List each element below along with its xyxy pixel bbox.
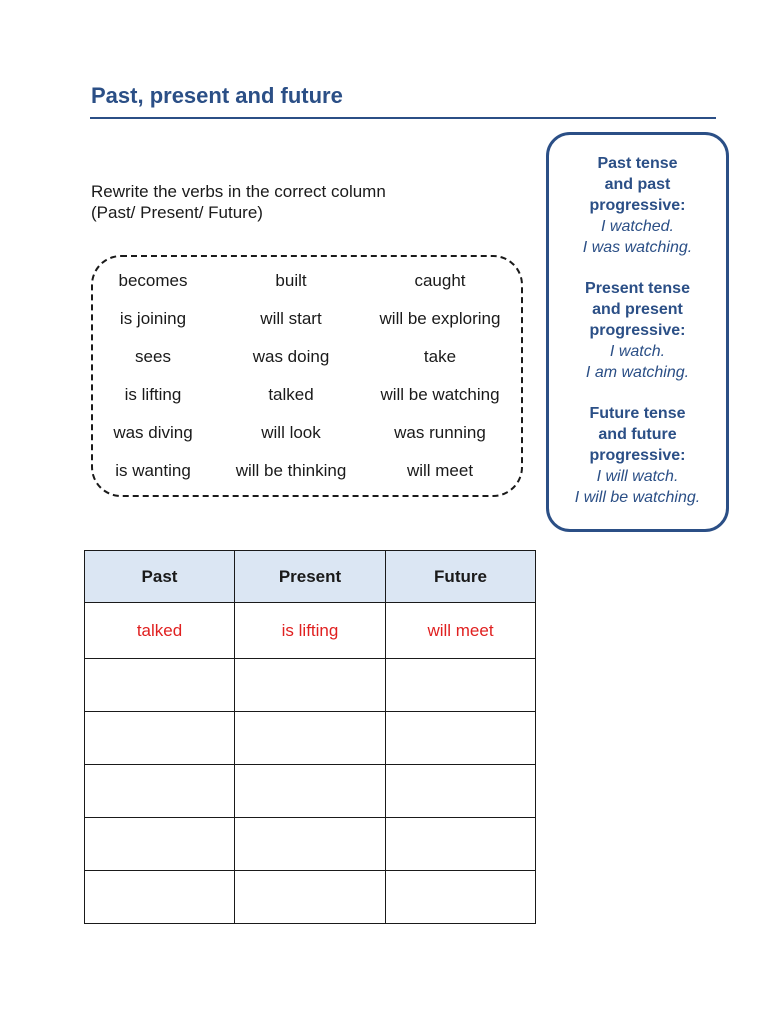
answer-cell[interactable]: [235, 659, 386, 712]
note-heading-line: progressive:: [589, 197, 686, 214]
note-heading-line: progressive:: [589, 447, 686, 464]
word-bank-item: will be exploring: [379, 309, 501, 328]
word-bank-item: is joining: [119, 309, 187, 328]
answer-cell[interactable]: [386, 818, 536, 871]
table-row: [85, 712, 536, 765]
note-heading-line: and past: [604, 176, 671, 193]
answer-cell[interactable]: [85, 712, 235, 765]
future-tense-note: [549, 403, 726, 508]
answer-cell[interactable]: [85, 871, 235, 924]
instructions-line-1: Rewrite the verbs in the correct column: [91, 182, 386, 201]
word-bank-item: sees: [135, 347, 171, 366]
note-example: I will be watching.: [574, 489, 701, 506]
note-example: I was watching.: [582, 239, 693, 256]
word-bank-item: was diving: [113, 423, 193, 442]
answer-cell[interactable]: [85, 659, 235, 712]
word-bank-item: take: [423, 347, 457, 366]
tense-reference-box: [546, 132, 729, 532]
answer-cell[interactable]: [386, 765, 536, 818]
word-bank-item: caught: [414, 271, 466, 290]
word-bank-item: talked: [268, 385, 314, 404]
answer-cell[interactable]: [235, 871, 386, 924]
instructions-line-2: (Past/ Present/ Future): [91, 203, 263, 222]
note-example: I am watching.: [585, 364, 690, 381]
answer-cell[interactable]: [85, 765, 235, 818]
note-example: I will watch.: [596, 468, 679, 485]
present-tense-note: [549, 278, 726, 383]
example-answer-future: will meet: [386, 603, 536, 659]
word-bank: [91, 255, 523, 497]
answer-cell[interactable]: [386, 659, 536, 712]
word-bank-item: will be watching: [380, 385, 500, 404]
answer-cell[interactable]: [386, 871, 536, 924]
example-answer-present: is lifting: [235, 603, 386, 659]
word-bank-item: will meet: [406, 461, 474, 480]
note-heading-line: Present tense: [585, 280, 690, 297]
word-bank-item: is wanting: [115, 461, 191, 480]
word-bank-item: will be thinking: [235, 461, 347, 480]
table-row: [85, 659, 536, 712]
word-bank-item: will start: [260, 309, 322, 328]
note-heading-line: progressive:: [589, 322, 686, 339]
table-header-row: [85, 551, 536, 603]
column-header-future: Future: [386, 551, 536, 603]
note-example: I watched.: [601, 218, 674, 235]
table-row: [85, 818, 536, 871]
example-answer-past: talked: [85, 603, 235, 659]
word-bank-item: will look: [261, 423, 321, 442]
column-header-past: Past: [85, 551, 235, 603]
answer-cell[interactable]: [235, 712, 386, 765]
answer-cell[interactable]: [235, 818, 386, 871]
past-tense-note: [549, 153, 726, 258]
note-example: I watch.: [609, 343, 666, 360]
title-underline: [90, 117, 716, 119]
example-row: [85, 603, 536, 659]
answer-cell[interactable]: [235, 765, 386, 818]
note-heading-line: and present: [592, 301, 683, 318]
table-row: [85, 871, 536, 924]
answer-table: [84, 550, 536, 924]
column-header-present: Present: [235, 551, 386, 603]
answer-cell[interactable]: [386, 712, 536, 765]
instructions: [91, 181, 491, 223]
word-bank-item: was running: [394, 423, 486, 442]
word-bank-item: was doing: [252, 347, 330, 366]
table-row: [85, 765, 536, 818]
note-heading-line: and future: [598, 426, 677, 443]
note-heading-line: Future tense: [589, 405, 686, 422]
word-bank-item: is lifting: [124, 385, 182, 404]
word-bank-item: becomes: [118, 271, 188, 290]
note-heading-line: Past tense: [597, 155, 678, 172]
word-bank-item: built: [275, 271, 307, 290]
page-title: Past, present and future: [91, 83, 343, 108]
answer-cell[interactable]: [85, 818, 235, 871]
